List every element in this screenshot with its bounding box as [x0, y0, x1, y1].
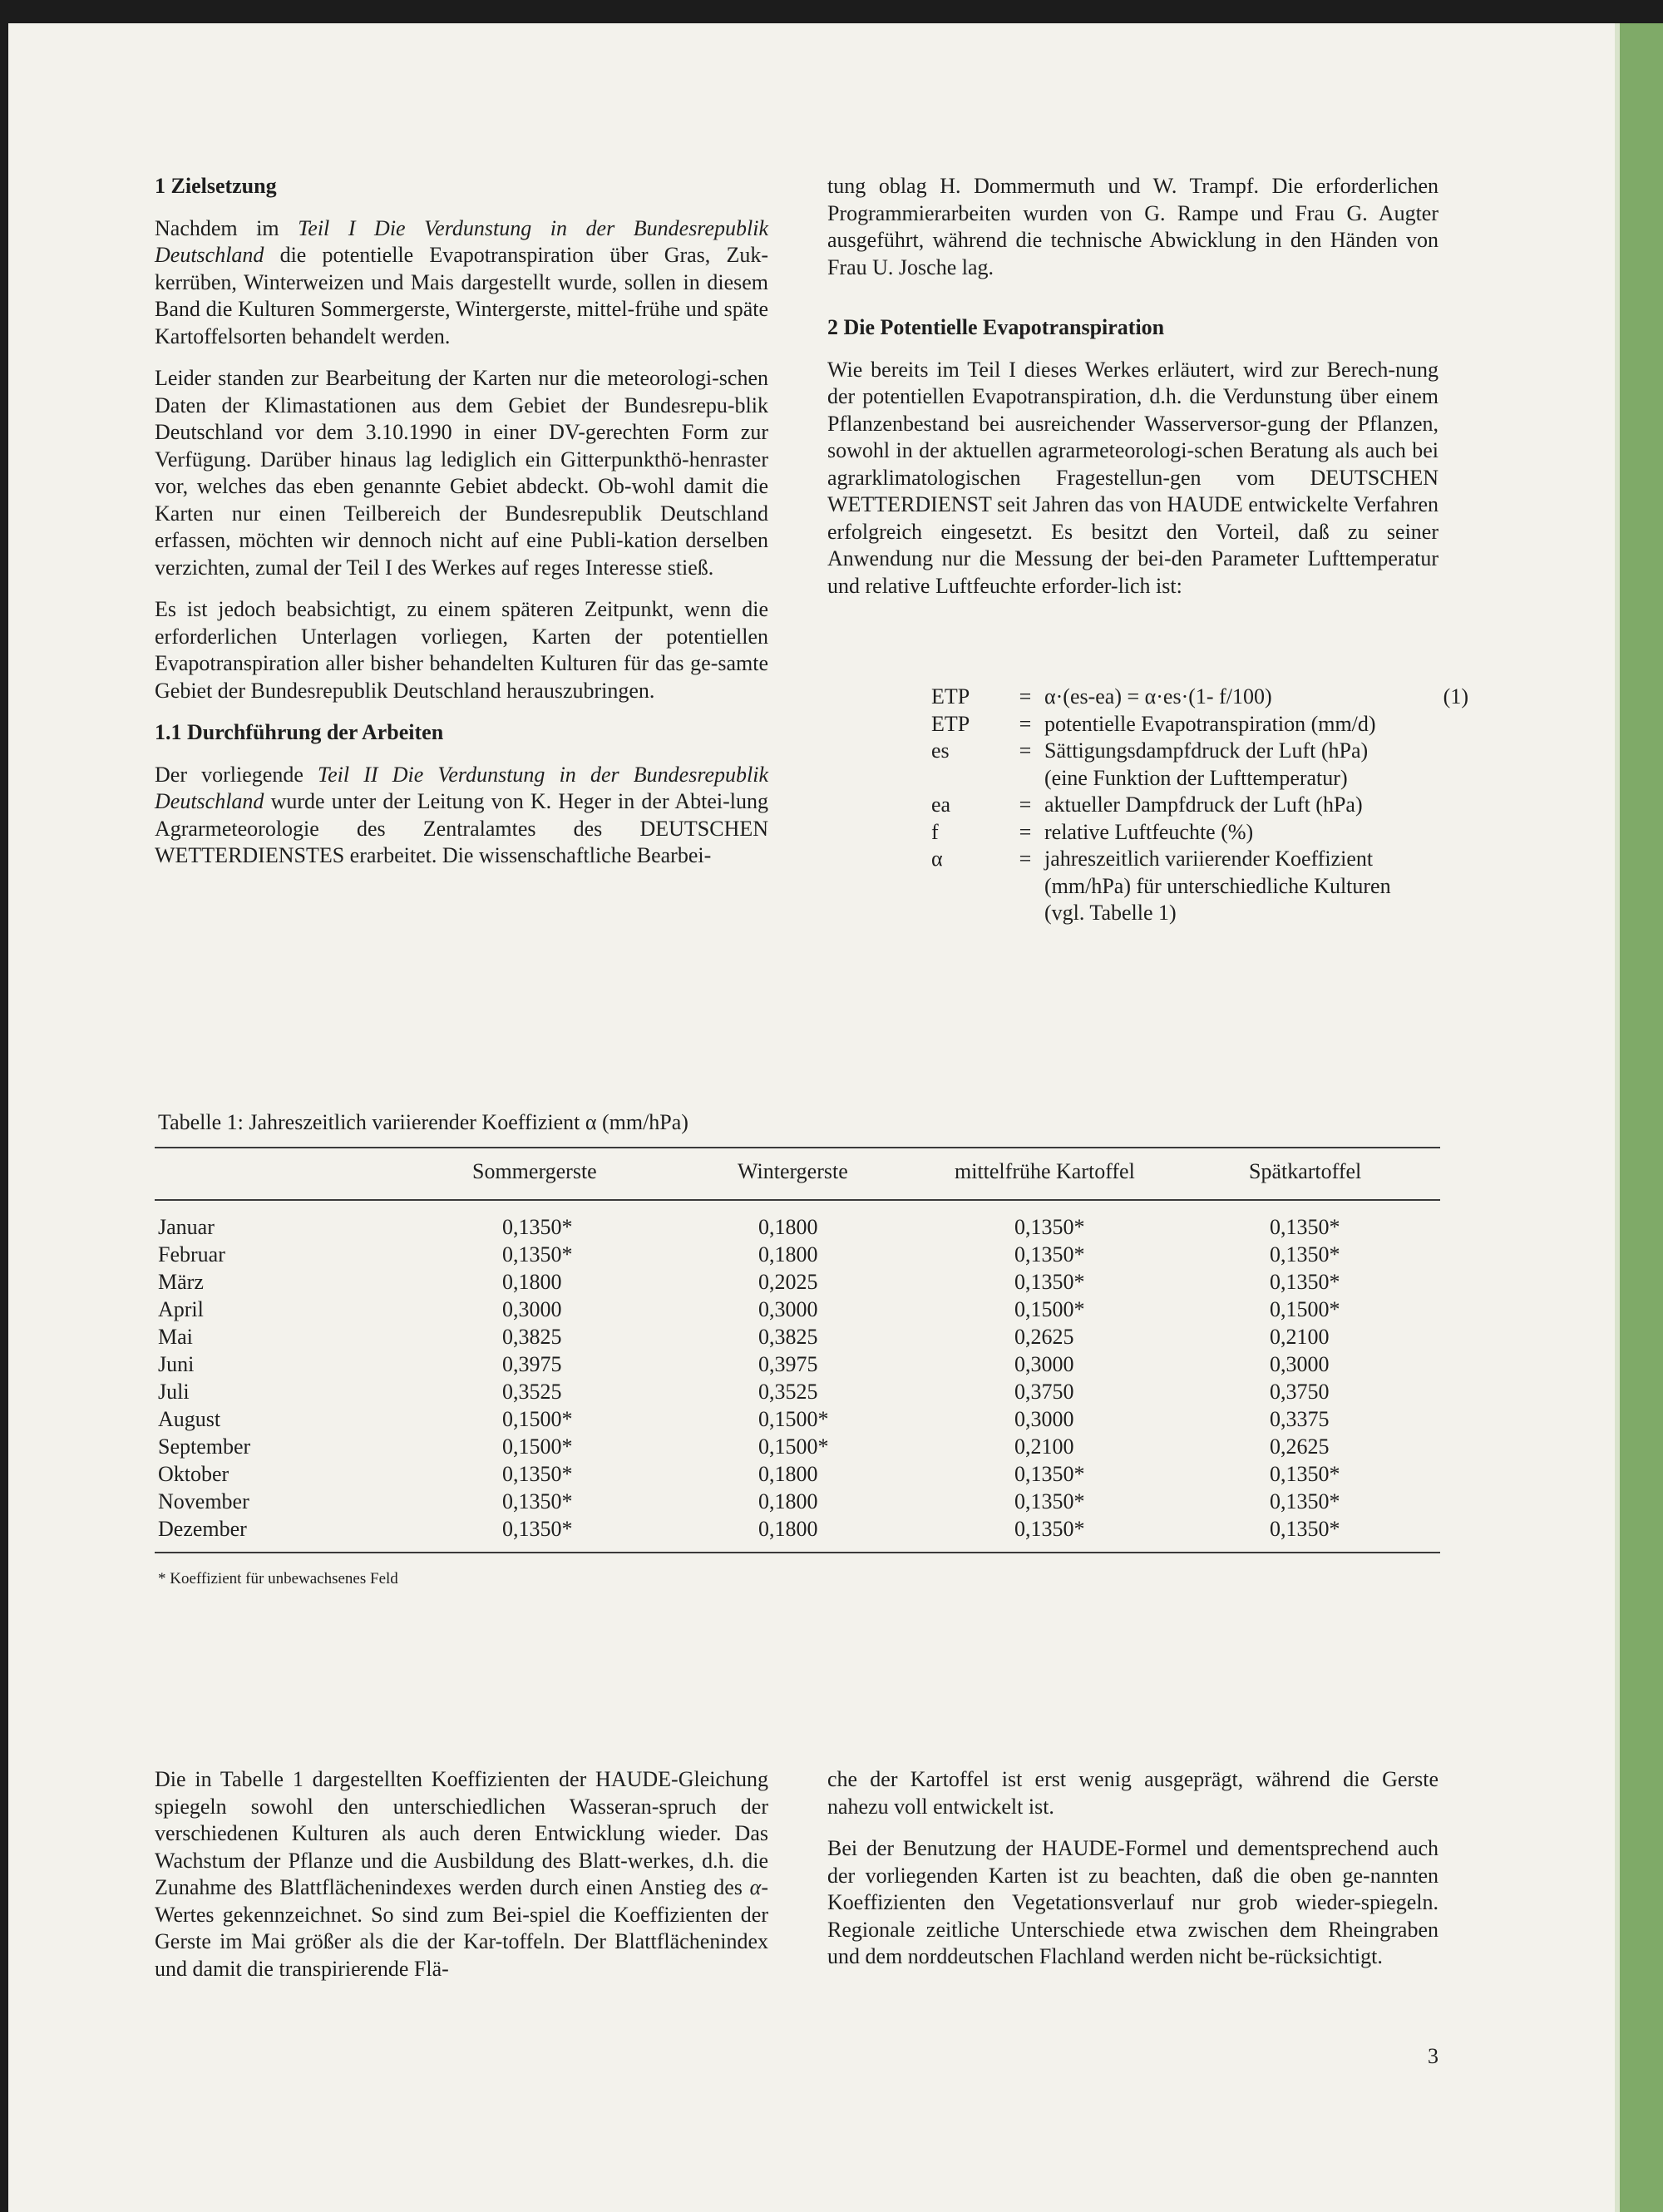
table-cell: 0,1350*: [502, 1517, 573, 1541]
table-rule-header: [155, 1199, 1440, 1201]
table-rule-bottom: [155, 1552, 1440, 1553]
table-cell: 0,1500*: [1270, 1297, 1340, 1321]
paragraph-arbeiten: [155, 762, 768, 870]
page-edge: [1615, 23, 1663, 2212]
paragraph-intro: [155, 215, 768, 351]
paragraph-koeffizienten-a: Die in Tabelle 1 dargestellten Koeffizienten der HAUDE-Gleichung spiegeln sowohl den unterschiedlichen Wasseran-spruch der verschiedenen Kulturen als auch deren Entwicklung wieder. Das Wachstum der Pflanze und die Ausbildung des Blatt-werkes, d.h. die Zunahme des Blattflächenindexes werden durch einen Anstieg des: [155, 1767, 768, 1899]
definition-row: [931, 819, 1468, 847]
table-cell: 0,1350*: [502, 1462, 573, 1486]
table-cell: 0,3750: [1270, 1380, 1330, 1404]
definition-text: relative Luftfeuchte (%): [1044, 819, 1254, 844]
table-cell: 0,1350*: [502, 1242, 573, 1266]
paragraph-arbeiten-a: Der vorliegende: [155, 762, 318, 787]
table-cell: 0,1350*: [1270, 1270, 1340, 1294]
paragraph-haude-formel: Bei der Benutzung der HAUDE-Formel und dementsprechend auch der vorliegenden Karten ist zu beachten, daß die oben ge-nannten Koeffizienten den Vegetationsverlauf nur grob wieder-spiegeln. Regionale zeitliche Unterschiede etwa zwischen dem Rheingraben und dem norddeutschen Flachland werden nicht be-rücksichtigt.: [827, 1836, 1438, 1968]
table-cell: Dezember: [158, 1517, 247, 1541]
heading-zielsetzung: 1 Zielsetzung: [155, 174, 277, 198]
definition-text: jahreszeitlich variierender Koeffizient: [1044, 847, 1374, 871]
table-cell: September: [158, 1434, 251, 1459]
table-col-wintergerste: [758, 1213, 829, 1543]
table-rule-top: [155, 1147, 1440, 1148]
table-cell: 0,1800: [758, 1215, 818, 1239]
table-cell: 0,3000: [502, 1297, 562, 1321]
paragraph-plan: Es ist jedoch beabsichtigt, zu einem späteren Zeitpunkt, wenn die erforderlichen Unterlagen vorliegen, Karten der potentiellen Evapotranspiration aller bisher behandelten Kulturen für das ge-samte Gebiet der Bundesrepublik Deutschland herauszubringen.: [155, 597, 768, 703]
equation-main: [931, 684, 1468, 711]
equation-block: [931, 684, 1468, 927]
table-header-wintergerste: Wintergerste: [738, 1159, 848, 1183]
table-cell: 0,1350*: [1014, 1462, 1085, 1486]
definition-symbol: f: [931, 819, 939, 844]
paragraph-haude: Wie bereits im Teil I dieses Werkes erläutert, wird zur Berech-nung der potentiellen Evapotranspiration, d.h. die Verdunstung über einem Pflanzenbestand bei ausreichender Wasserversor-gung der Pflanzen, sowohl in der aktuellen agrarmeteorologi-schen Beratung als auch bei agrarklimatologischen Fragestellun-gen vom DEUTSCHEN WETTERDIENST seit Jahren das von HAUDE entwickelte Verfahren erfolgreich eingesetzt. Es besitzt den Vorteil, daß zu seiner Anwendung nur die Messung der bei-den Parameter Lufttemperatur und relative Luftfeuchte erforder-lich ist:: [827, 357, 1438, 598]
table-cell: 0,1500*: [758, 1407, 829, 1431]
table-cell: 0,1500*: [1014, 1297, 1085, 1321]
definition-row: [931, 792, 1468, 819]
paragraph-data: Leider standen zur Bearbeitung der Karten nur die meteorologi-schen Daten der Klimastationen aus dem Gebiet der Bundesrepu-blik Deutschland vor dem 3.10.1990 in einer DV-gerechten Form zur Verfügung. Darüber hinaus lag lediglich ein Gitterpunkthö-henraster vor, welches das eben genannte Gebiet abdeckt. Ob-wohl damit die Karten nur einen Teilbereich der Bundesrepublik Deutschland erfassen, möchten wir dennoch nicht auf eine Publi-kation derselben verzichten, zumal der Teil I des Werkes auf reges Interesse stieß.: [155, 366, 768, 580]
definition-row: [931, 738, 1468, 765]
table-cell: 0,3000: [1014, 1352, 1074, 1376]
paragraph-arbeiten-b: wurde unter der Leitung von K. Heger in der Abtei-lung Agrarmeteorologie des Zentralamtes des DEUTSCHEN WETTERDIENSTES erarbeitet. Die wissenschaftliche Bearbei-: [155, 789, 768, 867]
table-cell: 0,3825: [758, 1325, 818, 1349]
page-number: 3: [1428, 2044, 1438, 2068]
table-cell: 0,1350*: [1014, 1270, 1085, 1294]
equation-rhs: α·(es-ea) = α·es·(1- f/100): [1044, 684, 1272, 709]
paragraph-intro-a: Nachdem im: [155, 215, 299, 240]
definition-eq: =: [1019, 819, 1032, 844]
paragraph-intro-b: die potentielle Evapotranspiration über Gras, Zuk-kerrüben, Winterweizen und Mais dargestellt wurde, sollen in diesem Band die Kulturen Sommergerste, Wintergerste, mittel-frühe und späte Kartoffelsorten behandelt werden.: [155, 243, 768, 348]
table-cell: Februar: [158, 1242, 225, 1266]
table-cell: 0,1350*: [1014, 1242, 1085, 1266]
definition-symbol: ETP: [931, 711, 970, 736]
table-cell: April: [158, 1297, 204, 1321]
table-cell: 0,2100: [1014, 1434, 1074, 1459]
paragraph-koeffizienten-b: -Wertes gekennzeichnet. So sind zum Bei-spiel die Koeffizienten der Gerste im Mai größer als die der Kar-toffeln. Der Blattflächenindex und damit die transpirierende Flä-: [155, 1875, 768, 1981]
definition-eq: [1006, 900, 1044, 927]
table-cell: 0,1500*: [502, 1407, 573, 1431]
table-caption: Tabelle 1: Jahreszeitlich variierender Koeffizient α (mm/hPa): [158, 1110, 688, 1134]
table-cell: 0,1800: [758, 1242, 818, 1266]
table-cell: 0,3975: [758, 1352, 818, 1376]
table-cell: 0,1800: [758, 1462, 818, 1486]
table-cell: 0,3375: [1270, 1407, 1330, 1431]
table-cell: August: [158, 1407, 221, 1431]
table-cell: 0,1800: [502, 1270, 562, 1294]
table-cell: 0,3525: [502, 1380, 562, 1404]
definition-symbol: α: [931, 847, 943, 871]
definition-row: [931, 711, 1468, 738]
definition-symbol: ea: [931, 792, 951, 817]
definition-row: [931, 846, 1468, 873]
table-cell: 0,1350*: [1014, 1517, 1085, 1541]
table-cell: März: [158, 1270, 204, 1294]
definition-row: [931, 900, 1468, 927]
table-cell: 0,2100: [1270, 1325, 1330, 1349]
table-cell: 0,1350*: [502, 1215, 573, 1239]
right-column: [827, 173, 1438, 615]
table-cell: Juni: [158, 1352, 195, 1376]
definition-row: [931, 873, 1468, 901]
table-cell: 0,2025: [758, 1270, 818, 1294]
table-header-spaetkartoffel: Spätkartoffel: [1249, 1159, 1362, 1183]
table-cell: 0,1800: [758, 1517, 818, 1541]
table-cell: 0,1500*: [758, 1434, 829, 1459]
definition-text: (vgl. Tabelle 1): [1044, 901, 1177, 925]
definition-text: potentielle Evapotranspiration (mm/d): [1044, 711, 1376, 736]
definition-text: aktueller Dampfdruck der Luft (hPa): [1044, 792, 1363, 817]
equation-op: =: [1019, 684, 1032, 709]
alpha-symbol: α: [749, 1875, 762, 1899]
table-cell: 0,1350*: [502, 1489, 573, 1513]
definition-eq: =: [1019, 738, 1032, 763]
paragraph-bearbeitung: tung oblag H. Dommermuth und W. Trampf. Die erforderlichen Programmierarbeiten wurden von G. Rampe und Frau G. Augter ausgeführt, während die technische Abwicklung in den Händen von Frau U. Josche lag.: [827, 174, 1438, 279]
table-header-mittelfruehe: mittelfrühe Kartoffel: [955, 1159, 1135, 1183]
definition-eq: [1006, 765, 1044, 792]
definition-eq: =: [1019, 711, 1032, 736]
table-col-spaetkartoffel: [1270, 1213, 1340, 1543]
table-cell: 0,1350*: [1270, 1215, 1340, 1239]
paragraph-arbeiten-title: Teil II Die Verdunstung in der Bundesrepublik Deutschland: [155, 762, 768, 813]
table-cell: 0,3525: [758, 1380, 818, 1404]
table-cell: Mai: [158, 1325, 193, 1349]
table-cell: 0,3000: [1014, 1407, 1074, 1431]
paragraph-kartoffel: che der Kartoffel ist erst wenig ausgeprägt, während die Gerste nahezu voll entwickelt ist.: [827, 1767, 1438, 1819]
bottom-right-column: [827, 1766, 1438, 1986]
table-cell: 0,3825: [502, 1325, 562, 1349]
definition-eq: =: [1019, 792, 1032, 817]
equation-number: (1): [1443, 684, 1468, 709]
table-cell: 0,1350*: [1270, 1517, 1340, 1541]
table-cell: Juli: [158, 1380, 190, 1404]
left-column: [155, 173, 768, 885]
table-cell: 0,1350*: [1014, 1215, 1085, 1239]
table-cell: 0,1350*: [1014, 1489, 1085, 1513]
table-cell: 0,1500*: [502, 1434, 573, 1459]
table-cell: 0,3750: [1014, 1380, 1074, 1404]
table-cell: 0,3000: [1270, 1352, 1330, 1376]
table-cell: 0,1800: [758, 1489, 818, 1513]
paragraph-intro-title: Teil I Die Verdunstung in der Bundesrepublik Deutschland: [155, 215, 768, 267]
definition-row: [931, 765, 1468, 792]
table-cell: 0,3975: [502, 1352, 562, 1376]
table-cell: Oktober: [158, 1462, 229, 1486]
table-cell: 0,1350*: [1270, 1489, 1340, 1513]
table-col-months: [158, 1213, 250, 1543]
definition-symbol: [931, 873, 1006, 901]
table-cell: 0,1350*: [1270, 1242, 1340, 1266]
definition-eq: =: [1019, 847, 1032, 871]
definition-text: (eine Funktion der Lufttemperatur): [1044, 765, 1348, 790]
bottom-left-column: [155, 1766, 768, 1997]
table-header-sommergerste: Sommergerste: [472, 1159, 597, 1183]
definition-symbol: [931, 765, 1006, 792]
table-cell: Januar: [158, 1215, 215, 1239]
table-col-sommergerste: [502, 1213, 573, 1543]
heading-evapotranspiration: 2 Die Potentielle Evapotranspiration: [827, 315, 1165, 339]
table-col-mittelfruehe: [1014, 1213, 1085, 1543]
heading-durchfuehrung: 1.1 Durchführung der Arbeiten: [155, 720, 444, 744]
table-cell: 0,1350*: [1270, 1462, 1340, 1486]
definition-text: (mm/hPa) für unterschiedliche Kulturen: [1044, 873, 1391, 898]
definition-text: Sättigungsdampfdruck der Luft (hPa): [1044, 738, 1369, 763]
table-cell: 0,2625: [1014, 1325, 1074, 1349]
table-cell: 0,3000: [758, 1297, 818, 1321]
definition-symbol: [931, 900, 1006, 927]
paragraph-koeffizienten: [155, 1766, 768, 1982]
equation-lhs: ETP: [931, 684, 970, 709]
definition-eq: [1006, 873, 1044, 901]
table-footnote: * Koeffizient für unbewachsenes Feld: [158, 1570, 398, 1587]
table-cell: 0,2625: [1270, 1434, 1330, 1459]
definition-symbol: es: [931, 738, 950, 763]
table-cell: November: [158, 1489, 249, 1513]
